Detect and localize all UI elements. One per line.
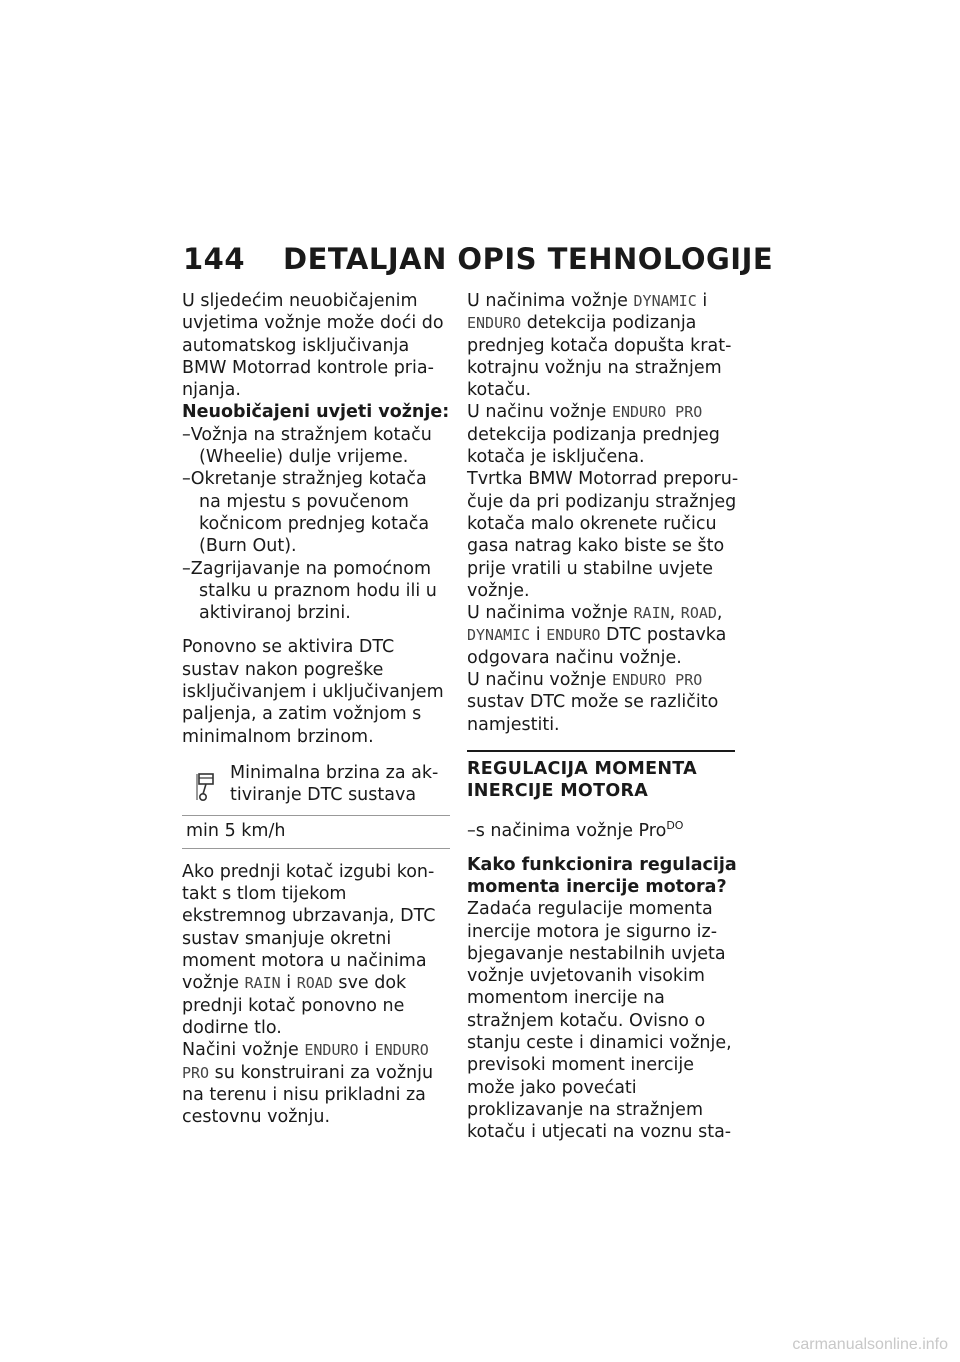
- min-speed-table: [182, 758, 450, 849]
- min-speed-label: Minimalna brzina za aktiviranje DTC sustava: [230, 762, 439, 806]
- right-column: [467, 290, 739, 1144]
- mode-enduro-pro: ENDURO PRO: [611, 671, 703, 690]
- recommendation-paragraph: Tvrtka BMW Motorrad preporučuje da pri podizanju stražnjeg kotača malo okrenete ručicu gasa natrag kako biste se što prije vratili u stabilne uvjete vožnje.: [467, 469, 739, 601]
- text-span: Ako prednji kotač izgubi kontakt s tlom tijekom ekstremnog ubrzavanja, DTC sustav smanjuje okretni moment motora u načinima vožnje: [182, 861, 436, 994]
- offroad-modes-paragraph: [182, 1039, 454, 1128]
- mode-enduro-pro: ENDURO PRO: [611, 403, 703, 422]
- text-span: U načinima vožnje: [467, 603, 628, 624]
- text-span: su konstruirani za vožnju na terenu i nisu prikladni za cestovnu vožnju.: [182, 1062, 434, 1128]
- left-column: [182, 290, 454, 1128]
- section-title: REGULACIJA MOMENTA INERCIJE MOTORA: [467, 758, 698, 802]
- text-span: U načinu vožnje: [467, 402, 607, 423]
- mode-road: ROAD: [296, 974, 333, 993]
- mode-rain: RAIN: [244, 974, 281, 993]
- text-span: U načinu vožnje: [467, 670, 607, 691]
- min-speed-row: [182, 758, 450, 816]
- mode-enduro-pro: ENDURO PRO: [182, 1041, 429, 1082]
- conditions-heading: Neuobičajeni uvjeti vožnje:: [182, 402, 450, 423]
- text-span: detekcija podizanja prednjeg kotača je isključena.: [467, 424, 720, 468]
- list-item: –Vožnja na stražnjem kotaču (Wheelie) dulje vrijeme.: [182, 424, 432, 468]
- page-number: 144: [183, 242, 246, 276]
- section-subtitle: [467, 815, 739, 842]
- page-title: DETALJAN OPIS TEHNOLOGIJE: [283, 242, 774, 276]
- page-header: [183, 242, 773, 276]
- mode-road: ROAD: [680, 604, 717, 623]
- mode-enduro: ENDURO: [546, 626, 601, 645]
- text-span: sustav DTC može se različito namjestiti.: [467, 692, 719, 735]
- dtc-adjust-paragraph: [467, 669, 739, 736]
- text-span: ,: [716, 603, 723, 624]
- wheel-lift-paragraph: [182, 861, 454, 1039]
- mode-enduro: ENDURO: [467, 314, 522, 333]
- min-speed-value: min 5 km/h: [182, 816, 450, 849]
- watermark: carmanualsonline.info: [792, 1336, 948, 1353]
- engine-piston-icon: [182, 762, 230, 807]
- mode-dynamic: DYNAMIC: [467, 626, 531, 645]
- intro-paragraph: U sljedećim neuobičajenim uvjetima vožnje može doći do automatskog isključivanja BMW Motorrad kontrole prianjanja.: [182, 291, 444, 401]
- text-span: DTC postavka odgovara načinu vožnje.: [467, 625, 727, 668]
- text-span: Načini vožnje: [182, 1040, 299, 1061]
- mode-rain: RAIN: [633, 604, 670, 623]
- list-item: –Okretanje stražnjeg kotača na mjestu s povučenom kočnicom prednjeg kotača (Burn Out).: [182, 469, 430, 557]
- reactivation-paragraph: Ponovno se aktivira DTC sustav nakon pogreške isključivanjem i uključivanjem paljenja, a zatim vožnjom s minimalnom brzinom.: [182, 637, 444, 747]
- section-divider: [467, 750, 735, 752]
- mode-dynamic: DYNAMIC: [633, 292, 697, 310]
- mode-enduro: ENDURO: [304, 1041, 359, 1060]
- text-span: U načinima vožnje: [467, 291, 628, 311]
- text-span: sve dok prednji kotač ponovno ne dodirne tlo.: [182, 973, 407, 1038]
- list-item: –Zagrijavanje na pomoćnom stalku u praznom hodu ili u aktiviranoj brzini.: [182, 558, 437, 624]
- text-span: ,: [669, 603, 676, 624]
- text-span: i: [286, 973, 292, 994]
- text-span: i: [702, 291, 708, 311]
- body-paragraph: Zadaća regulacije momenta inercije motora je sigurno izbjegavanje nestabilnih uvjeta vožnje uvjetovanih visokim momentom inercije na stražnjem kotaču. Ovisno o stanju ceste i dinamici vožnje, previsoki moment inercije može jako povećati proklizavanje na stražnjem kotaču i utjecati na voznu sta-: [467, 899, 732, 1143]
- question-heading: Kako funkcionira regulacija momenta inercije motora?: [467, 854, 737, 897]
- lift-detection-paragraph: [467, 290, 739, 401]
- text-span: i: [364, 1040, 370, 1061]
- enduro-pro-paragraph: [467, 401, 739, 468]
- text-span: detekcija podizanja prednjeg kotača dopušta kratkotrajnu vožnju na stražnjem kotaču.: [467, 313, 732, 401]
- text-span: –s načinima vožnje Pro: [467, 820, 667, 841]
- dtc-setting-paragraph: [467, 602, 739, 669]
- superscript: DO: [666, 818, 684, 832]
- text-span: i: [535, 625, 541, 646]
